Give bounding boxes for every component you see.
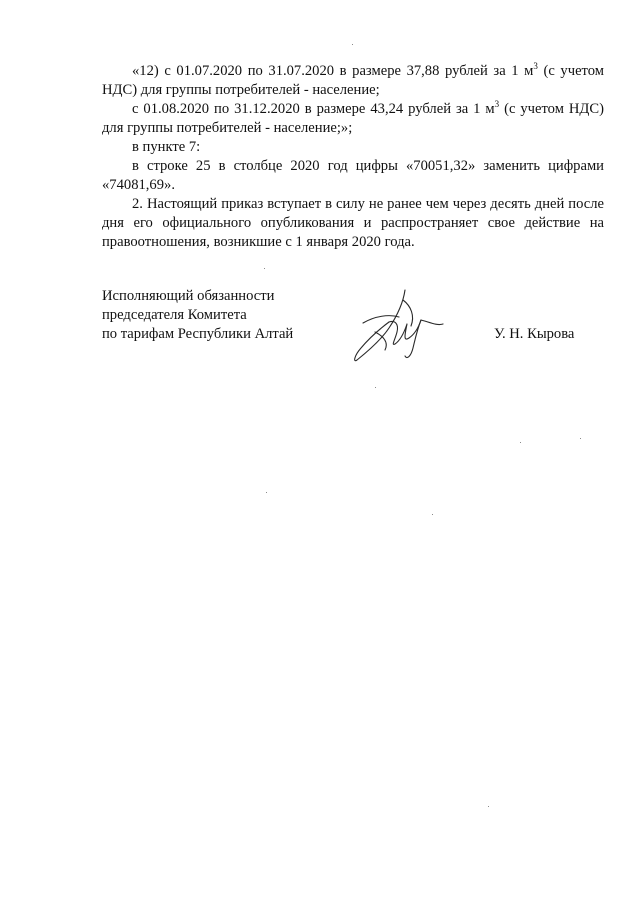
paragraph-tariff-july <box>102 62 604 100</box>
signer-name: У. Н. Кырова <box>494 326 575 342</box>
scan-speck <box>266 492 267 493</box>
cubic-superscript: 3 <box>494 99 500 109</box>
position-line: Исполняющий обязанности <box>102 288 275 304</box>
cubic-superscript: 3 <box>533 61 538 71</box>
paragraph-row-25-change: в строке 25 в столбце 2020 год цифры «70051,32» заменить цифрами «74081,69». <box>102 158 604 193</box>
scan-speck <box>520 442 521 443</box>
scan-speck <box>580 438 581 439</box>
handwritten-signature <box>345 286 460 368</box>
paragraph-tariff-august-text: с 01.08.2020 по 31.12.2020 в размере 43,24 рублей за 1 м <box>132 101 495 117</box>
paragraph-tariff-august-tail: (с учетом НДС) для группы потребителей - население;»; <box>102 101 604 136</box>
signatory-position <box>102 287 312 344</box>
scan-speck <box>432 514 433 515</box>
paragraph-effective-date: 2. Настоящий приказ вступает в силу не ранее чем через десять дней после дня его официального опубликования и распространяет свое действие на правоотношения, возникшие с 1 января 2020 года. <box>102 196 604 250</box>
paragraph-tariff-july-tail: (с учетом НДС) для группы потребителей - население; <box>102 63 604 98</box>
document-body <box>102 62 604 252</box>
scan-speck <box>352 44 353 45</box>
position-line: председателя Комитета <box>102 307 247 323</box>
paragraph-tariff-august <box>102 100 604 138</box>
paragraph-item-7: в пункте 7: <box>132 139 201 155</box>
scan-speck <box>488 806 489 807</box>
scan-speck <box>375 387 376 388</box>
position-line: по тарифам Республики Алтай <box>102 326 294 342</box>
scan-speck <box>264 268 265 269</box>
paragraph-tariff-july-text: «12) с 01.07.2020 по 31.07.2020 в размере 37,88 рублей за 1 м <box>132 63 534 79</box>
